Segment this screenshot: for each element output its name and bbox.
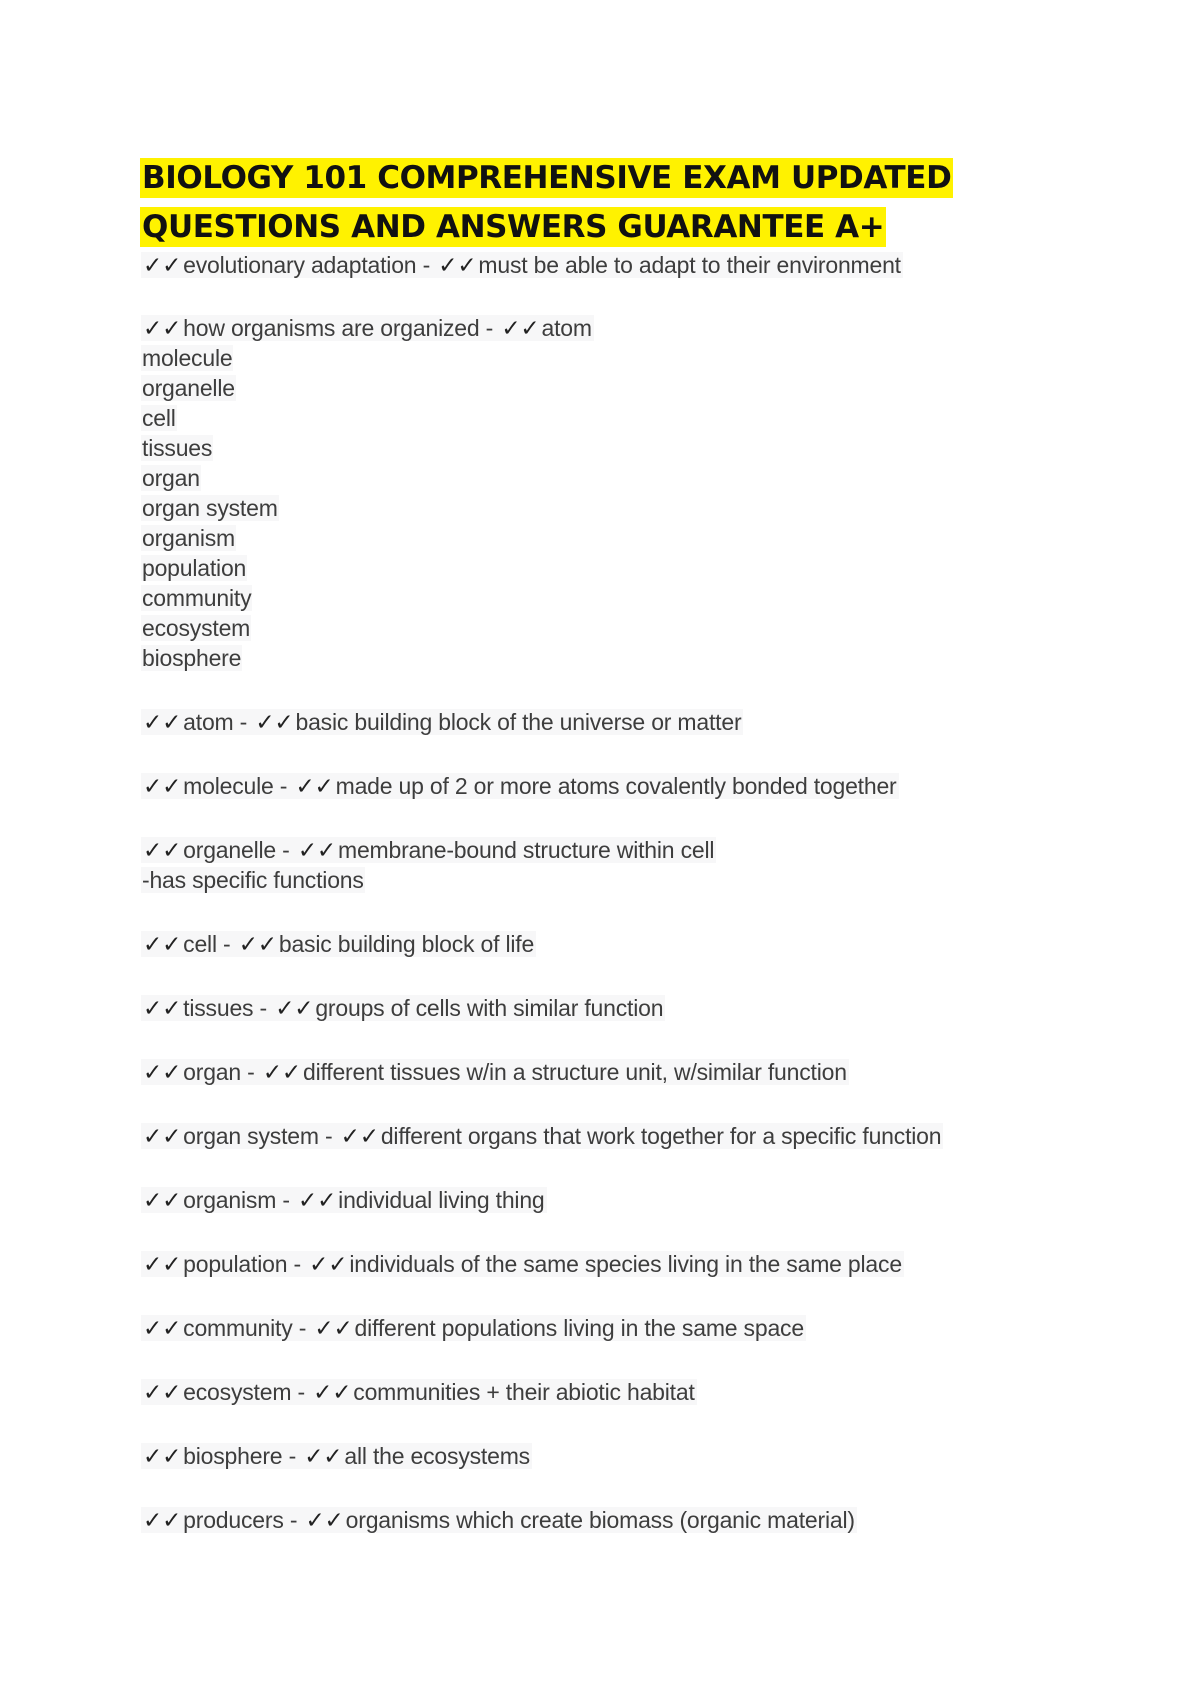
qa-entry xyxy=(141,1249,1121,1279)
definition-line xyxy=(141,373,1121,403)
qa-text xyxy=(141,1507,857,1533)
check-mark-icon: ✓✓ xyxy=(238,931,277,957)
qa-entry xyxy=(141,1121,1121,1151)
check-mark-icon: ✓✓ xyxy=(298,1187,337,1213)
definition: different organs that work together for a specific function xyxy=(380,1123,942,1149)
definition: different tissues w/in a structure unit, w/similar function xyxy=(302,1059,847,1085)
page-title xyxy=(140,154,1040,252)
qa-entry xyxy=(141,313,1121,673)
term: atom - xyxy=(183,709,254,735)
definition-line-text: organ system xyxy=(142,495,278,521)
definition-line xyxy=(141,583,1121,613)
qa-entry xyxy=(141,250,1121,280)
check-mark-icon: ✓✓ xyxy=(143,1379,182,1405)
check-mark-icon: ✓✓ xyxy=(305,1507,344,1533)
qa-line xyxy=(141,1505,1121,1535)
check-mark-icon: ✓✓ xyxy=(143,709,182,735)
check-mark-icon: ✓✓ xyxy=(262,1059,301,1085)
qa-line xyxy=(141,1185,1121,1215)
definition: communities + their abiotic habitat xyxy=(353,1379,695,1405)
qa-text xyxy=(141,931,536,957)
qa-text xyxy=(141,1379,697,1405)
term: community - xyxy=(183,1315,313,1341)
qa-text xyxy=(141,1251,904,1277)
qa-entry xyxy=(141,993,1121,1023)
qa-entry xyxy=(141,707,1121,737)
term: population - xyxy=(183,1251,308,1277)
qa-entry xyxy=(141,1185,1121,1215)
check-mark-icon: ✓✓ xyxy=(438,252,477,278)
definition-line xyxy=(141,343,1121,373)
definition-line-text: molecule xyxy=(142,345,233,371)
check-mark-icon: ✓✓ xyxy=(304,1443,343,1469)
definition-line-text: population xyxy=(142,555,247,581)
qa-list xyxy=(141,250,1121,1535)
term: organ system - xyxy=(183,1123,339,1149)
qa-entry xyxy=(141,1441,1121,1471)
check-mark-icon: ✓✓ xyxy=(143,1315,182,1341)
check-mark-icon: ✓✓ xyxy=(143,995,182,1021)
term: evolutionary adaptation - xyxy=(183,252,437,278)
term: how organisms are organized - xyxy=(183,315,500,341)
check-mark-icon: ✓✓ xyxy=(143,1251,182,1277)
qa-line xyxy=(141,835,1121,865)
check-mark-icon: ✓✓ xyxy=(143,1123,182,1149)
qa-line xyxy=(141,993,1121,1023)
definition-line-text: organism xyxy=(142,525,235,551)
definition-line xyxy=(141,493,1121,523)
check-mark-icon: ✓✓ xyxy=(143,1443,182,1469)
definition: all the ecosystems xyxy=(344,1443,530,1469)
qa-text xyxy=(141,1059,849,1085)
qa-entry xyxy=(141,1057,1121,1087)
term: organelle - xyxy=(183,837,296,863)
qa-line xyxy=(141,1313,1121,1343)
title-line-2: QUESTIONS AND ANSWERS GUARANTEE A+ xyxy=(142,209,885,245)
check-mark-icon: ✓✓ xyxy=(275,995,314,1021)
definition-line-text: community xyxy=(142,585,252,611)
qa-line xyxy=(141,771,1121,801)
definition-line-text: biosphere xyxy=(142,645,242,671)
definition: must be able to adapt to their environment xyxy=(478,252,901,278)
qa-text xyxy=(141,1123,943,1149)
definition-line xyxy=(141,613,1121,643)
qa-entry xyxy=(141,771,1121,801)
check-mark-icon: ✓✓ xyxy=(143,1507,182,1533)
term: organism - xyxy=(183,1187,296,1213)
qa-entry xyxy=(141,929,1121,959)
check-mark-icon: ✓✓ xyxy=(309,1251,348,1277)
title-line-1: BIOLOGY 101 COMPREHENSIVE EXAM UPDATED xyxy=(142,160,952,196)
term: ecosystem - xyxy=(183,1379,312,1405)
qa-line xyxy=(141,1121,1121,1151)
check-mark-icon: ✓✓ xyxy=(295,773,334,799)
qa-text xyxy=(141,252,903,278)
qa-line xyxy=(141,1249,1121,1279)
check-mark-icon: ✓✓ xyxy=(255,709,294,735)
qa-text xyxy=(141,837,716,863)
definition-line xyxy=(141,865,1121,895)
check-mark-icon: ✓✓ xyxy=(143,1187,182,1213)
qa-line xyxy=(141,250,1121,280)
term: cell - xyxy=(183,931,237,957)
definition: organisms which create biomass (organic material) xyxy=(345,1507,855,1533)
check-mark-icon: ✓✓ xyxy=(501,315,540,341)
definition: different populations living in the same space xyxy=(354,1315,804,1341)
check-mark-icon: ✓✓ xyxy=(143,252,182,278)
definition-line xyxy=(141,403,1121,433)
check-mark-icon: ✓✓ xyxy=(313,1379,352,1405)
definition-line xyxy=(141,553,1121,583)
qa-text xyxy=(141,1315,806,1341)
term: tissues - xyxy=(183,995,274,1021)
definition-line-text: -has specific functions xyxy=(142,867,364,893)
qa-entry xyxy=(141,1377,1121,1407)
definition-line-text: cell xyxy=(142,405,176,431)
definition: membrane-bound structure within cell xyxy=(337,837,715,863)
qa-text xyxy=(141,773,899,799)
definition: basic building block of life xyxy=(278,931,535,957)
definition: atom xyxy=(541,315,592,341)
qa-entry xyxy=(141,1313,1121,1343)
check-mark-icon: ✓✓ xyxy=(143,773,182,799)
check-mark-icon: ✓✓ xyxy=(143,1059,182,1085)
qa-line xyxy=(141,929,1121,959)
qa-entry xyxy=(141,835,1121,895)
qa-line xyxy=(141,707,1121,737)
term: organ - xyxy=(183,1059,261,1085)
definition: made up of 2 or more atoms covalently bonded together xyxy=(335,773,897,799)
definition: individuals of the same species living in the same place xyxy=(349,1251,902,1277)
qa-entry xyxy=(141,1505,1121,1535)
definition: groups of cells with similar function xyxy=(315,995,664,1021)
qa-text xyxy=(141,995,665,1021)
check-mark-icon: ✓✓ xyxy=(143,931,182,957)
definition-line-text: organ xyxy=(142,465,200,491)
definition: basic building block of the universe or matter xyxy=(295,709,742,735)
qa-line xyxy=(141,1441,1121,1471)
term: biosphere - xyxy=(183,1443,303,1469)
term: molecule - xyxy=(183,773,294,799)
check-mark-icon: ✓✓ xyxy=(314,1315,353,1341)
definition-line xyxy=(141,643,1121,673)
qa-line xyxy=(141,1377,1121,1407)
definition-line xyxy=(141,463,1121,493)
definition-line-text: ecosystem xyxy=(142,615,251,641)
definition-line xyxy=(141,523,1121,553)
definition-line-text: organelle xyxy=(142,375,235,401)
term: producers - xyxy=(183,1507,304,1533)
definition-line xyxy=(141,433,1121,463)
qa-line xyxy=(141,313,1121,343)
check-mark-icon: ✓✓ xyxy=(143,837,182,863)
qa-text xyxy=(141,1187,547,1213)
check-mark-icon: ✓✓ xyxy=(340,1123,379,1149)
check-mark-icon: ✓✓ xyxy=(143,315,182,341)
qa-text xyxy=(141,709,743,735)
qa-text xyxy=(141,315,594,341)
definition-line-text: tissues xyxy=(142,435,213,461)
qa-text xyxy=(141,1443,532,1469)
qa-line xyxy=(141,1057,1121,1087)
check-mark-icon: ✓✓ xyxy=(297,837,336,863)
definition: individual living thing xyxy=(338,1187,545,1213)
